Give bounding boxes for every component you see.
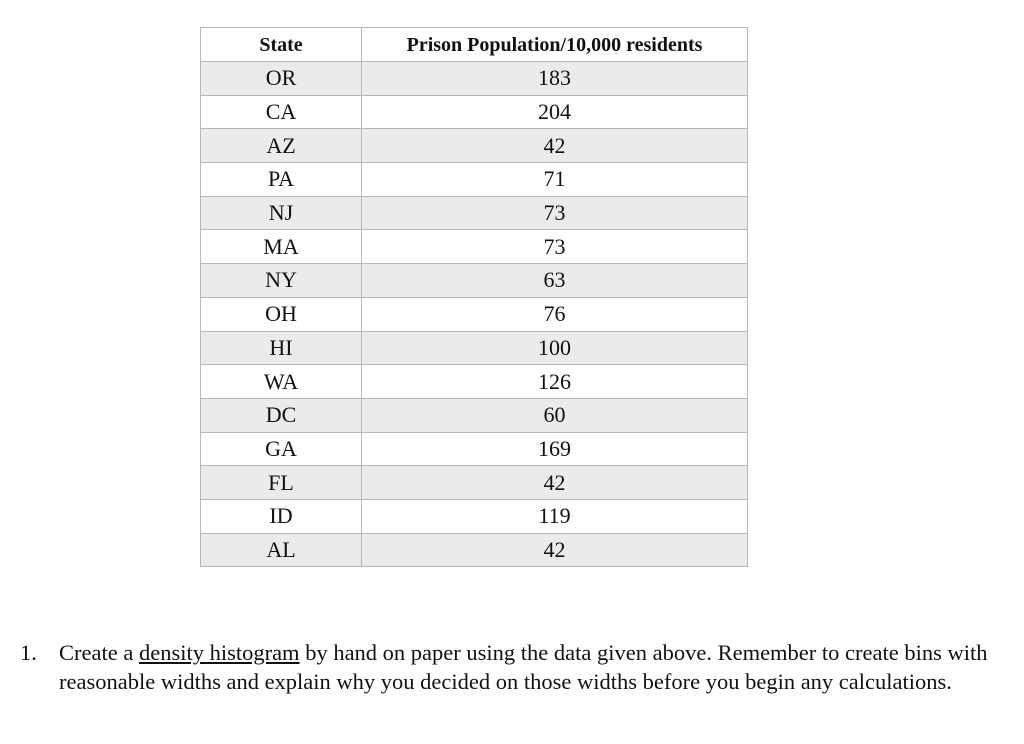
cell-prison-population: 100 <box>362 331 748 365</box>
cell-prison-population: 183 <box>362 62 748 96</box>
cell-state: AZ <box>201 129 362 163</box>
table-row <box>201 398 748 432</box>
table-row <box>201 163 748 197</box>
question-underlined-term: density histogram <box>138 640 300 665</box>
table-header-row <box>201 28 748 62</box>
cell-state: AL <box>201 533 362 567</box>
cell-prison-population: 42 <box>362 533 748 567</box>
cell-state: FL <box>201 466 362 500</box>
table-row <box>201 466 748 500</box>
cell-prison-population: 63 <box>362 264 748 298</box>
cell-prison-population: 73 <box>362 196 748 230</box>
table-row <box>201 95 748 129</box>
table-row <box>201 432 748 466</box>
cell-state: NJ <box>201 196 362 230</box>
cell-prison-population: 42 <box>362 129 748 163</box>
question-number: 1. <box>20 640 37 665</box>
table-row <box>201 533 748 567</box>
cell-state: DC <box>201 398 362 432</box>
table-row <box>201 297 748 331</box>
cell-prison-population: 119 <box>362 499 748 533</box>
table-row <box>201 62 748 96</box>
cell-state: NY <box>201 264 362 298</box>
cell-prison-population: 204 <box>362 95 748 129</box>
table-row <box>201 230 748 264</box>
cell-state: OR <box>201 62 362 96</box>
question-text <box>59 638 1000 696</box>
table-row <box>201 365 748 399</box>
cell-state: PA <box>201 163 362 197</box>
cell-state: CA <box>201 95 362 129</box>
cell-prison-population: 60 <box>362 398 748 432</box>
cell-prison-population: 76 <box>362 297 748 331</box>
table-row <box>201 264 748 298</box>
cell-state: MA <box>201 230 362 264</box>
question-1 <box>20 638 1000 696</box>
table-row <box>201 129 748 163</box>
header-state: State <box>201 28 362 62</box>
cell-prison-population: 126 <box>362 365 748 399</box>
question-text-pre: Create a <box>59 640 139 665</box>
cell-prison-population: 42 <box>362 466 748 500</box>
cell-state: ID <box>201 499 362 533</box>
cell-prison-population: 73 <box>362 230 748 264</box>
table-row <box>201 499 748 533</box>
cell-state: WA <box>201 365 362 399</box>
cell-prison-population: 169 <box>362 432 748 466</box>
data-table <box>200 27 748 567</box>
question-text-post: by hand on paper using the data given above. Remember to create bins with reasonable widths and explain why you decided on those widths before you begin any calculations. <box>59 640 988 694</box>
header-prison-population: Prison Population/10,000 residents <box>362 28 748 62</box>
table-row <box>201 196 748 230</box>
table-body <box>201 62 748 567</box>
cell-state: GA <box>201 432 362 466</box>
cell-state: OH <box>201 297 362 331</box>
cell-state: HI <box>201 331 362 365</box>
cell-prison-population: 71 <box>362 163 748 197</box>
table-row <box>201 331 748 365</box>
